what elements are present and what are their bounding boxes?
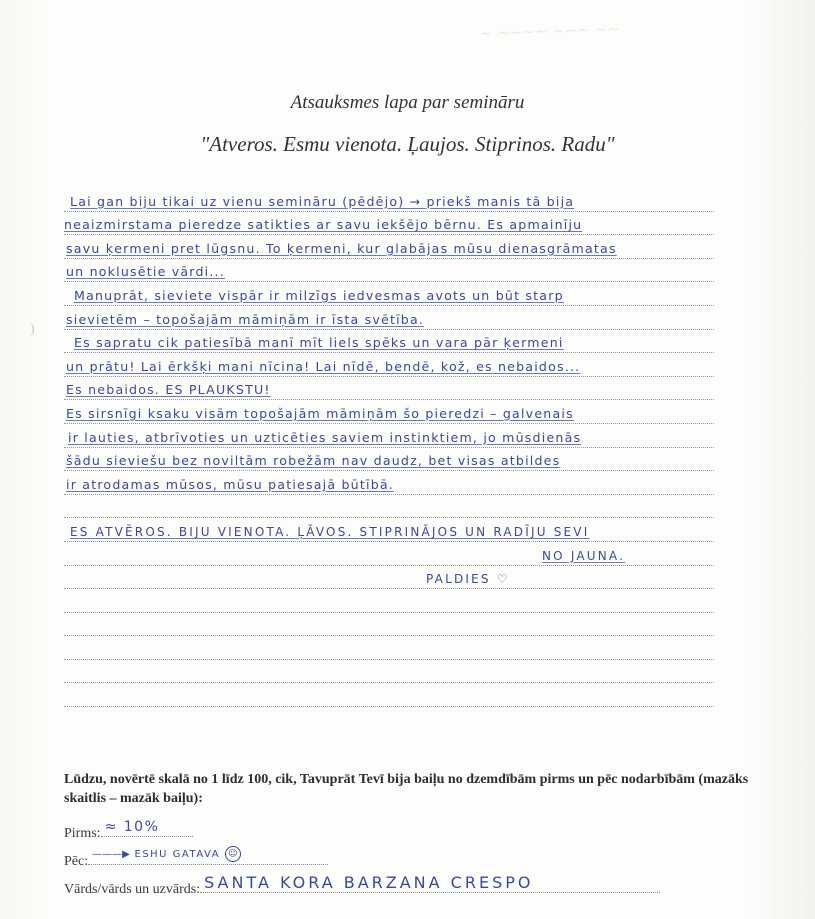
response-lines [64,188,714,707]
response-line [64,518,714,542]
response-line [64,400,714,424]
handwritten-text: Es nebaidos. ES PLAUKSTU! [66,382,271,398]
response-line [64,259,714,283]
response-line [64,282,714,306]
handwritten-text: šādu sieviešu bez noviltām robežām nav daudz, bet visas atbildes [66,453,561,469]
response-line [64,188,714,212]
name-field [64,873,660,898]
arrow-icon: ———▶ [92,849,130,860]
handwritten-text: Lai gan biju tikai uz vienu semināru (pēdējo) → priekš manis tā bija [70,193,575,209]
name-input[interactable] [200,873,660,893]
response-line [64,589,714,613]
response-line [64,471,714,495]
rating-question: Lūdzu, novērtē skalā no 1 līdz 100, cik, Tavuprāt Tevī bija baiļu no dzemdībām pirms un pēc nodarbībām (mazāks skaitlis – mazāk baiļu): [64,772,749,806]
after-input[interactable] [88,850,328,865]
handwritten-text: Es sapratu cik patiesībā manī mīt liels spēks un vara pār ķermeni [74,335,564,351]
before-value: ≈ 10% [104,819,160,835]
handwritten-text: ir lauties, atbrīvoties un uzticēties saviem instinktiem, jo mūsdienās [68,429,582,445]
handwritten-text: PALDIES ♡ [426,572,510,587]
response-line [64,636,714,660]
response-line [64,495,714,519]
response-line [64,330,714,354]
before-field [64,819,193,842]
response-line [64,212,714,236]
handwritten-text: un noklusētie vārdi... [66,264,225,280]
response-line [64,542,714,566]
response-line [64,306,714,330]
before-input[interactable] [101,819,193,837]
handwritten-text: ir atrodamas mūsos, mūsu patiesajā būtībā. [66,476,395,492]
form-title: Atsauksmes lapa par semināru [290,92,525,113]
smiley-icon: ☺ [225,846,241,862]
name-label: Vārds/vārds un uzvārds: [64,882,201,897]
response-line [64,448,714,472]
handwritten-text: ES ATVĒROS. BIJU VIENOTA. ĻĀVOS. STIPRINĀJOS UN RADĪJU SEVI [70,524,590,539]
handwritten-text: Manuprāt, sieviete vispār ir milzīgs iedvesmas avots un būt starp [74,287,564,303]
after-field [64,850,328,870]
before-label: Pirms: [64,826,101,841]
handwritten-text: sievietēm – topošajām māmiņām ir īsta svētība. [66,311,425,327]
bleed-through-marks: ~ ~~~~ ~~~ ~~ [479,19,620,43]
after-value: ESHU GATAVA [134,849,221,860]
handwritten-text: savu ķermeni pret lūgsnu. To ķermeni, kur glabājas mūsu dienasgrāmatas [66,240,617,256]
response-line [64,377,714,401]
handwritten-text: neaizmirstama pieredze satikties ar savu iekšējo bērnu. Es apmainīju [64,217,583,233]
handwritten-text: NO JAUNA. [542,548,626,563]
response-line [64,566,714,590]
response-line [64,683,714,707]
response-line [64,424,714,448]
after-label: Pēc: [64,854,89,869]
response-line [64,660,714,684]
margin-mark: ) [30,322,35,337]
response-line [64,235,714,259]
name-value: SANTA KORA BARZANA CRESPO [204,873,534,892]
response-line [64,353,714,377]
handwritten-text: un prātu! Lai ērkšķi mani nīcina! Lai nīdē, bendē, kož, es nebaidos... [66,358,581,374]
form-subtitle: "Atveros. Esmu vienota. Ļaujos. Stiprinos. Radu" [200,132,615,156]
handwritten-text: Es sirsnīgi ksaku visām topošajām māmiņām šo pieredzi – galvenais [66,405,574,421]
response-line [64,613,714,637]
